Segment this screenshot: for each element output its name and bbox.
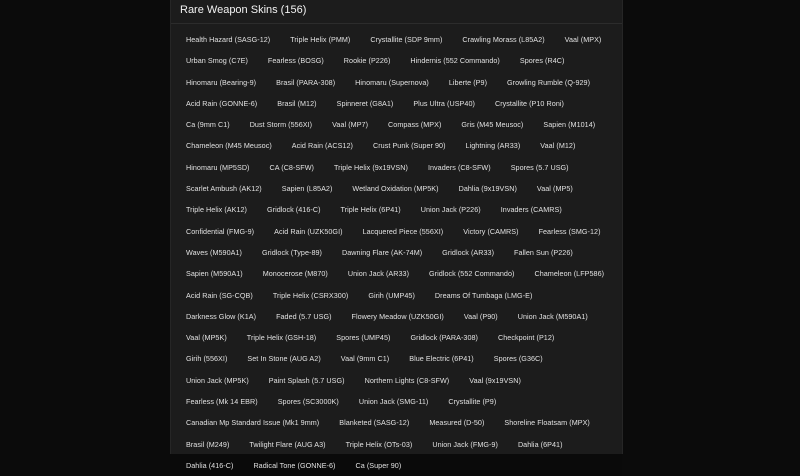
- skin-item[interactable]: Vaal (MP7): [332, 120, 369, 130]
- skin-item[interactable]: Gridlock (416-C): [267, 205, 321, 215]
- skin-item[interactable]: Spinneret (G8A1): [336, 98, 394, 108]
- skin-item[interactable]: Triple Helix (AK12): [186, 205, 247, 215]
- skin-item[interactable]: Plus Ultra (USP40): [413, 98, 475, 108]
- skin-item[interactable]: Dahlia (9x19VSN): [458, 184, 517, 194]
- skin-item[interactable]: Waves (M590A1): [186, 247, 242, 257]
- right-margin: [622, 0, 800, 476]
- skin-item[interactable]: CA (C8-SFW): [269, 162, 314, 172]
- skin-item[interactable]: Lacquered Piece (556XI): [362, 226, 444, 236]
- skin-item[interactable]: Hinomaru (Bearing-9): [186, 77, 257, 87]
- panel-title: Rare Weapon Skins (156): [180, 4, 307, 16]
- skin-item[interactable]: Invaders (CAMRS): [500, 205, 562, 215]
- skin-item[interactable]: Confidential (FMG-9): [186, 226, 255, 236]
- skin-item[interactable]: Canadian Mp Standard Issue (Mk1 9mm): [186, 418, 320, 428]
- rare-skins-panel: [170, 0, 623, 470]
- skin-item[interactable]: Shoreline Floatsam (MPX): [504, 418, 590, 428]
- skin-item[interactable]: Spores (R4C): [519, 56, 565, 66]
- skin-item[interactable]: Fearless (BOSG): [267, 56, 324, 66]
- skin-item[interactable]: Dawning Flare (AK-74M): [341, 247, 423, 257]
- skin-item[interactable]: Gridlock (Type-89): [261, 247, 322, 257]
- skin-item[interactable]: Vaal (MP5): [536, 184, 573, 194]
- skin-item[interactable]: Union Jack (AR33): [347, 269, 410, 279]
- skin-item[interactable]: Gris (M45 Meusoc): [461, 120, 524, 130]
- skin-list: [171, 24, 622, 476]
- left-margin: [0, 0, 170, 476]
- skin-item[interactable]: Spores (G36C): [493, 354, 543, 364]
- skin-item[interactable]: Acid Rain (ACS12): [291, 141, 353, 151]
- skin-item[interactable]: Chameleon (M45 Meusoc): [186, 141, 272, 151]
- skin-item[interactable]: Sapien (M1014): [543, 120, 596, 130]
- skin-item[interactable]: Liberte (P9): [448, 77, 488, 87]
- skin-item[interactable]: Dahlia (6P41): [517, 439, 563, 449]
- skin-item[interactable]: Twilight Flare (AUG A3): [249, 439, 326, 449]
- skin-item[interactable]: Vaal (MP5K): [186, 333, 227, 343]
- skin-item[interactable]: Paint Splash (5.7 USG): [268, 375, 345, 385]
- skin-item[interactable]: Brasil (PARA-308): [276, 77, 336, 87]
- skin-item[interactable]: Growling Rumble (Q-929): [507, 77, 591, 87]
- skin-item[interactable]: Set In Stone (AUG A2): [247, 354, 321, 364]
- skin-item[interactable]: Vaal (MPX): [564, 35, 602, 44]
- skin-item[interactable]: Acid Rain (UZK50GI): [274, 226, 343, 236]
- skin-item[interactable]: Union Jack (P226): [420, 205, 481, 215]
- skin-item[interactable]: Spores (5.7 USG): [510, 162, 569, 172]
- skin-item[interactable]: Rookie (P226): [343, 56, 391, 66]
- skin-item[interactable]: Victory (CAMRS): [463, 226, 519, 236]
- skin-item[interactable]: Flowery Meadow (UZK50GI): [351, 311, 444, 321]
- skin-item[interactable]: Vaal (9mm C1): [340, 354, 390, 364]
- skin-item[interactable]: Wetland Oxidation (MP5K): [352, 184, 439, 194]
- skin-item[interactable]: Ca (Super 90): [355, 460, 402, 470]
- skin-item[interactable]: Brasil (M12): [277, 98, 317, 108]
- skin-item[interactable]: Crystallite (P10 Roni): [494, 98, 564, 108]
- skin-item[interactable]: Urban Smog (C7E): [186, 56, 248, 66]
- skin-item[interactable]: Health Hazard (SASG-12): [186, 35, 271, 44]
- skin-item[interactable]: Brasil (M249): [186, 439, 230, 449]
- skin-item[interactable]: Lightning (AR33): [465, 141, 521, 151]
- skin-item[interactable]: Crystallite (P9): [448, 397, 497, 407]
- skin-item[interactable]: Hinomaru (Supernova): [355, 77, 429, 87]
- skin-item[interactable]: Acid Rain (GONNE-6): [186, 98, 258, 108]
- skin-item[interactable]: Hindernis (552 Commando): [410, 56, 500, 66]
- skin-item[interactable]: Crystallite (SDP 9mm): [370, 35, 443, 44]
- panel-header: [171, 0, 622, 24]
- skin-item[interactable]: Hinomaru (MP5SD): [186, 162, 250, 172]
- skin-item[interactable]: Triple Helix (OTs-03): [345, 439, 413, 449]
- skin-item[interactable]: Fallen Sun (P226): [514, 247, 573, 257]
- skin-item[interactable]: Fearless (Mk 14 EBR): [186, 397, 258, 407]
- skin-item[interactable]: Monocerose (M870): [262, 269, 328, 279]
- skin-item[interactable]: Triple Helix (6P41): [340, 205, 401, 215]
- skin-item[interactable]: Gridlock (AR33): [442, 247, 495, 257]
- skin-item[interactable]: Girih (UMP45): [368, 290, 415, 300]
- skin-item[interactable]: Union Jack (M590A1): [517, 311, 588, 321]
- skin-item[interactable]: Fearless (SMG-12): [538, 226, 601, 236]
- skin-item[interactable]: Vaal (9x19VSN): [469, 375, 521, 385]
- skin-item[interactable]: Dreams Of Tumbaga (LMG-E): [434, 290, 533, 300]
- skin-item[interactable]: Acid Rain (SG-CQB): [186, 290, 253, 300]
- skin-item[interactable]: Union Jack (MP5K): [186, 375, 249, 385]
- skin-item[interactable]: Triple Helix (GSH-18): [246, 333, 317, 343]
- skin-item[interactable]: Faded (5.7 USG): [276, 311, 332, 321]
- skin-item[interactable]: Blue Electric (6P41): [409, 354, 474, 364]
- skin-item[interactable]: Sapien (L85A2): [281, 184, 333, 194]
- skin-item[interactable]: Sapien (M590A1): [186, 269, 243, 279]
- skin-item[interactable]: Checkpoint (P12): [498, 333, 555, 343]
- skin-item[interactable]: Gridlock (PARA-308): [410, 333, 479, 343]
- skin-item[interactable]: Spores (SC3000K): [277, 397, 339, 407]
- skin-item[interactable]: Union Jack (SMG-11): [358, 397, 429, 407]
- skin-item[interactable]: Radical Tone (GONNE-6): [253, 460, 336, 470]
- skin-item[interactable]: Northern Lights (C8-SFW): [364, 375, 450, 385]
- skin-item[interactable]: Triple Helix (CSRX300): [272, 290, 349, 300]
- skin-item[interactable]: Vaal (P90): [463, 311, 498, 321]
- skin-item[interactable]: Union Jack (FMG-9): [432, 439, 498, 449]
- skin-item[interactable]: Dust Storm (556XI): [249, 120, 313, 130]
- skin-item[interactable]: Compass (MPX): [388, 120, 442, 130]
- skin-item[interactable]: Crawling Morass (L85A2): [462, 35, 545, 44]
- skin-item[interactable]: Blanketed (SASG-12): [339, 418, 410, 428]
- skin-item[interactable]: Ca (9mm C1): [186, 120, 230, 130]
- skin-item[interactable]: Measured (D-50): [429, 418, 485, 428]
- skin-item[interactable]: Triple Helix (9x19VSN): [334, 162, 408, 172]
- skin-item[interactable]: Scarlet Ambush (AK12): [186, 184, 262, 194]
- skin-item[interactable]: Triple Helix (PMM): [290, 35, 351, 44]
- skin-item[interactable]: Gridlock (552 Commando): [429, 269, 515, 279]
- skin-item[interactable]: Dahlia (416-C): [186, 460, 234, 470]
- skin-item[interactable]: Darkness Glow (K1A): [186, 311, 257, 321]
- skin-item[interactable]: Vaal (M12): [540, 141, 576, 151]
- skin-item[interactable]: Girih (556XI): [186, 354, 228, 364]
- skin-item[interactable]: Chameleon (LFP586): [534, 269, 605, 279]
- skin-item[interactable]: Invaders (C8-SFW): [427, 162, 491, 172]
- skin-item[interactable]: Crust Punk (Super 90): [372, 141, 446, 151]
- skin-item[interactable]: Spores (UMP45): [336, 333, 391, 343]
